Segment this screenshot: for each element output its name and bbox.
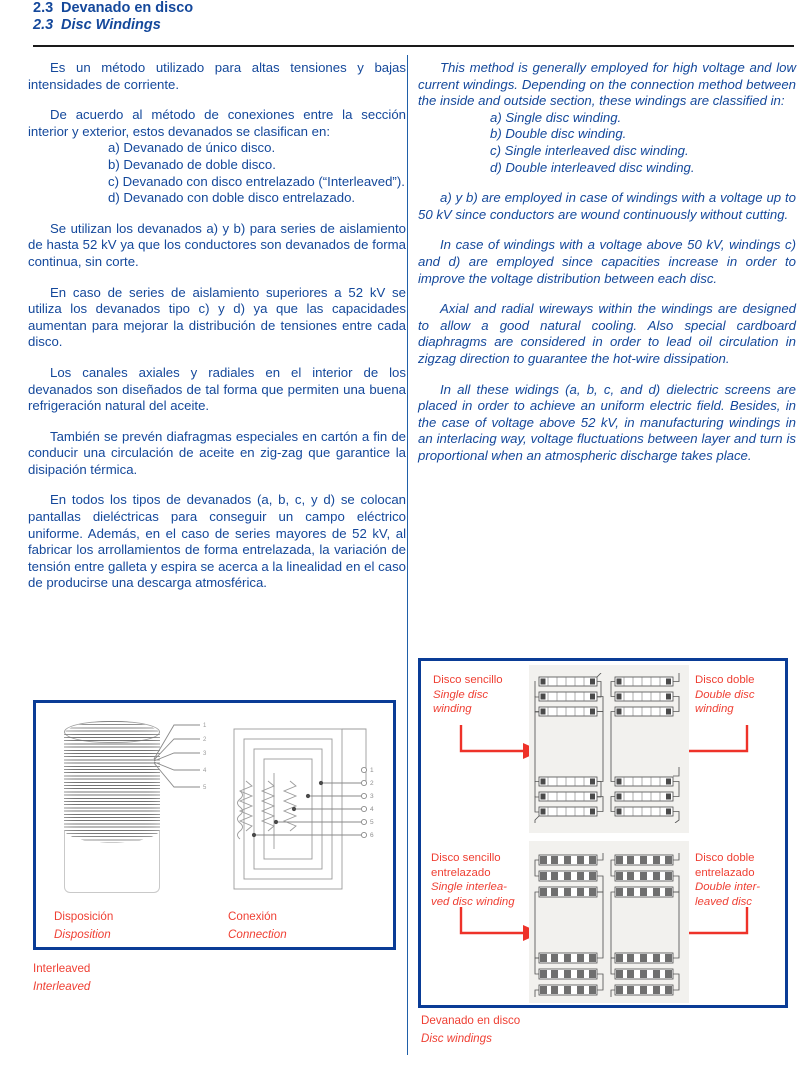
paragraph-es-7: En todos los tipos de devanados (a, b, c, y d) se colocan pantallas dieléctricas para conseguir un campo eléctrico uniforme. Además, en el caso de series mayores de 52 kV, al fabricar los arrollamientos de forma entrelazada, la variación de tensión entre galleta y espira se acerca a la linealidad en el caso de producirse una descarga atmosférica. <box>28 492 406 591</box>
paragraph-es-6: También se prevén diafragmas especiales en cartón a fin de conducir una circulación de aceite en zig-zag que garantice la disipación térmica. <box>28 428 406 477</box>
subcaption-connection-en: Connection <box>228 928 287 941</box>
quad-label-single-disc <box>433 673 503 717</box>
subcaption-disposition-es: Disposición <box>54 910 114 923</box>
figure-caption-left <box>33 960 90 996</box>
quad-label-single-interleaved-en1: Single interlea- <box>431 881 507 893</box>
paragraph-en-4: Axial and radial wireways within the windings are designed to allow a good natural cooling. Also special cardboard diaphragms are considered in order to lead oil circulation in zigzag direction to guarantee the hot-wire dissipation. <box>418 301 796 366</box>
svg-text:4: 4 <box>203 768 207 774</box>
list-item: a) Single disc winding. <box>490 109 622 125</box>
section-header <box>0 0 804 34</box>
quad-label-double-interleaved-en2: leaved disc <box>695 895 752 908</box>
svg-text:3: 3 <box>370 793 374 800</box>
classification-list-es <box>28 140 406 206</box>
diagram-double-interleaved-disc <box>609 853 685 999</box>
subcaption-disposition <box>54 908 113 944</box>
paragraph-es-5: Los canales axiales y radiales en el interior de los devanados son diseñados de tal forma que permiten una buena refrigeración natural del aceite. <box>28 364 406 414</box>
svg-text:5: 5 <box>370 819 374 826</box>
quad-label-double-disc-es1: Disco doble <box>695 674 755 686</box>
diagram-double-disc <box>609 673 685 823</box>
figure-caption-left-es: Interleaved <box>33 962 91 975</box>
quad-label-double-interleaved-en1: Double inter- <box>695 881 761 893</box>
connection-schematic <box>226 721 386 901</box>
svg-text:2: 2 <box>370 780 374 787</box>
section-title-es-text: Devanado en disco <box>61 0 194 16</box>
list-item: c) Devanado con disco entrelazado (“Interleaved”). <box>108 173 405 189</box>
subcaption-connection-es: Conexión <box>228 910 277 923</box>
coil-core-skirt <box>64 831 160 893</box>
quad-label-single-interleaved-es2: entrelazado <box>431 866 491 879</box>
quad-label-double-disc-en2: winding <box>695 703 734 715</box>
diagram-single-interleaved-disc <box>533 853 609 999</box>
svg-text:2: 2 <box>203 737 207 743</box>
quad-label-double-interleaved-es1: Disco doble <box>695 852 755 864</box>
classification-list-en <box>418 110 796 176</box>
figure-box-interleaved <box>33 700 396 950</box>
svg-text:5: 5 <box>203 785 207 791</box>
figure-caption-right-en: Disc windings <box>421 1032 492 1045</box>
diagram-single-disc <box>533 673 609 823</box>
svg-text:1: 1 <box>370 767 374 774</box>
paragraph-es-4: En caso de series de aislamiento superiores a 52 kV se utiliza los devanados tipo c) y d) ya que las capacidades aumentan para mejorar la distribución de tensiones entre cada disco. <box>28 284 406 350</box>
paragraph-es-3: Se utilizan los devanados a) y b) para series de aislamiento de hasta 52 kV ya que los conductores son devanados de forma continua, sin corte. <box>28 220 406 269</box>
header-divider-rule <box>33 45 794 47</box>
coil-tap-leads-icon <box>152 715 214 807</box>
quad-label-double-interleaved <box>695 851 760 909</box>
section-title-english <box>0 17 804 34</box>
figure-caption-left-en: Interleaved <box>33 980 91 993</box>
list-item: b) Devanado de doble disco. <box>108 156 276 172</box>
list-item: a) Devanado de único disco. <box>108 140 276 156</box>
list-item: b) Double disc winding. <box>490 126 627 142</box>
quad-label-single-interleaved-es1: Disco sencillo <box>431 852 501 864</box>
paragraph-en-2: a) y b) are employed in case of windings with a voltage up to 50 kV since conductors are wound continuously without cutting. <box>418 190 796 222</box>
subcaption-connection <box>228 908 287 944</box>
quad-label-single-disc-es1: Disco sencillo <box>433 674 503 686</box>
quad-label-double-interleaved-es2: entrelazado <box>695 866 755 879</box>
svg-text:6: 6 <box>370 832 374 839</box>
paragraph-en-3: In case of windings with a voltage above 50 kV, windings c) and d) are employed since capacities increase in order to improve the voltage distribution between each disc. <box>418 237 796 286</box>
figure-box-disc-windings <box>418 658 788 1008</box>
coil-illustration <box>48 713 213 913</box>
subcaption-disposition-en: Disposition <box>54 928 111 941</box>
list-item: d) Double interleaved disc winding. <box>490 159 695 175</box>
paragraph-en-5: In all these widings (a, b, c, and d) dielectric screens are placed in order to achieve an uniform electric field. Besides, in the case of voltage above 52 kV, in manufacturing windings in an interlacing way, voltage fluctuations between layer and turn is proportional when an atmospheric discharge takes place. <box>418 381 796 463</box>
svg-text:1: 1 <box>203 723 207 729</box>
quad-label-single-disc-en2: winding <box>433 703 472 715</box>
paragraph-es-1: Es un método utilizado para altas tensiones y bajas intensidades de corriente. <box>28 60 406 92</box>
svg-text:4: 4 <box>370 806 374 813</box>
paragraph-en-1: This method is generally employed for high voltage and low current windings. Depending on the connection method between the inside and outside section, these windings are classified in: <box>418 60 796 109</box>
figure-caption-right <box>421 1012 520 1048</box>
paragraph-es-2: De acuerdo al método de conexiones entre la sección interior y exterior, estos devanados se clasifican en: <box>28 107 406 139</box>
svg-text:3: 3 <box>203 751 207 757</box>
terminal-number-labels <box>370 767 374 839</box>
quad-label-double-disc-en1: Double disc <box>695 688 755 701</box>
english-column <box>418 60 796 478</box>
section-number-en: 2.3 <box>33 17 54 33</box>
section-title-spanish <box>0 0 804 17</box>
quad-label-single-interleaved <box>431 851 515 909</box>
quad-label-double-disc <box>695 673 755 717</box>
list-item: c) Single interleaved disc winding. <box>490 142 689 158</box>
section-number-es: 2.3 <box>33 0 54 16</box>
list-item: d) Devanado con doble disco entrelazado. <box>108 190 356 206</box>
quad-label-single-interleaved-en2: ved disc winding <box>431 895 515 908</box>
spanish-column <box>28 60 406 606</box>
section-title-en-text: Disc Windings <box>61 17 161 33</box>
coil-winding-body <box>64 721 160 843</box>
column-divider <box>407 55 408 1055</box>
quad-label-single-disc-en1: Single disc <box>433 688 489 701</box>
figure-caption-right-es: Devanado en disco <box>421 1014 521 1027</box>
